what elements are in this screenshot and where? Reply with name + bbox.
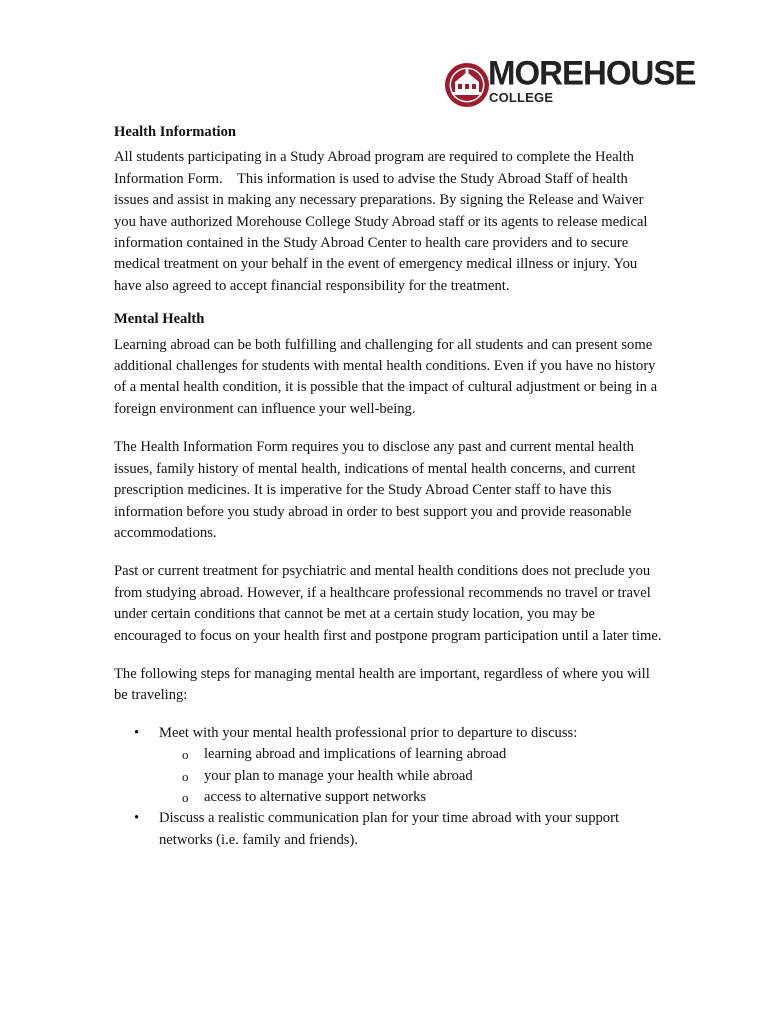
sub-list-item: [159, 744, 662, 765]
heading-health-information: Health Information: [114, 124, 237, 140]
list-item: [114, 723, 662, 809]
bullet-marker: •: [134, 810, 140, 827]
heading-mental-health: Mental Health: [114, 311, 205, 328]
sub-bullet-marker: o: [182, 768, 189, 784]
sub-list-item-text: access to alternative support networks: [204, 788, 427, 805]
logo-name: MOREHOUSE: [488, 52, 696, 92]
logo-subtitle: COLLEGE: [489, 90, 554, 105]
bullet-marker: •: [134, 724, 140, 741]
mental-health-paragraph-4: The following steps for managing mental health are important, regardless of where you will be traveling:: [114, 665, 650, 704]
list-item: [114, 808, 662, 851]
steps-list: [114, 723, 662, 851]
sub-bullet-marker: o: [182, 789, 189, 805]
mental-health-paragraph-3: Past or current treatment for psychiatric and mental health conditions does not preclude you from studying abroad. However, if a healthcare professional recommends no travel or travel under certain conditions that cannot be met at a certain study location, you may be encouraged to focus on your health first and postpone program participation until a later time.: [114, 563, 662, 644]
list-item-text: Meet with your mental health professional prior to departure to discuss:: [159, 724, 578, 741]
mental-health-paragraph-2: The Health Information Form requires you to disclose any past and current mental health issues, family history of mental health, indications of mental health concerns, and current prescription medicines. It is imperative for the Study Abroad Center staff to have this information before you study abroad in order to best support you and provide reasonable accommodations.: [114, 439, 636, 541]
document-body: [114, 122, 662, 851]
sub-bullet-marker: o: [182, 747, 189, 763]
sub-list-item: [159, 787, 662, 808]
health-information-paragraph: All students participating in a Study Abroad program are required to complete the Health Information Form. This information is used to advise the Study Abroad Staff of health issues and assist in making any necessary preparations. By signing the Release and Waiver you have authorized Morehouse College Study Abroad staff or its agents to release medical information contained in the Study Abroad Center to health care providers and to secure medical treatment on your behalf in the event of emergency medical illness or injury. You have also agreed to accept financial responsibility for the treatment.: [114, 149, 652, 294]
sub-list-item-text: your plan to manage your health while abroad: [204, 767, 473, 784]
sub-list-item: [159, 766, 662, 787]
sub-list-item-text: learning abroad and implications of learning abroad: [204, 746, 507, 763]
sub-list: [159, 744, 662, 808]
college-logo: [444, 52, 696, 110]
morehouse-seal-icon: [444, 62, 490, 108]
list-item-text: Discuss a realistic communication plan for your time abroad with your support networks (i.e. family and friends).: [159, 810, 620, 848]
mental-health-paragraph-1: Learning abroad can be both fulfilling and challenging for all students and can present some additional challenges for students with mental health conditions. Even if you have no history of a mental health condition, it is possible that the impact of cultural adjustment or being in a foreign environment can influence your well-being.: [114, 336, 658, 417]
